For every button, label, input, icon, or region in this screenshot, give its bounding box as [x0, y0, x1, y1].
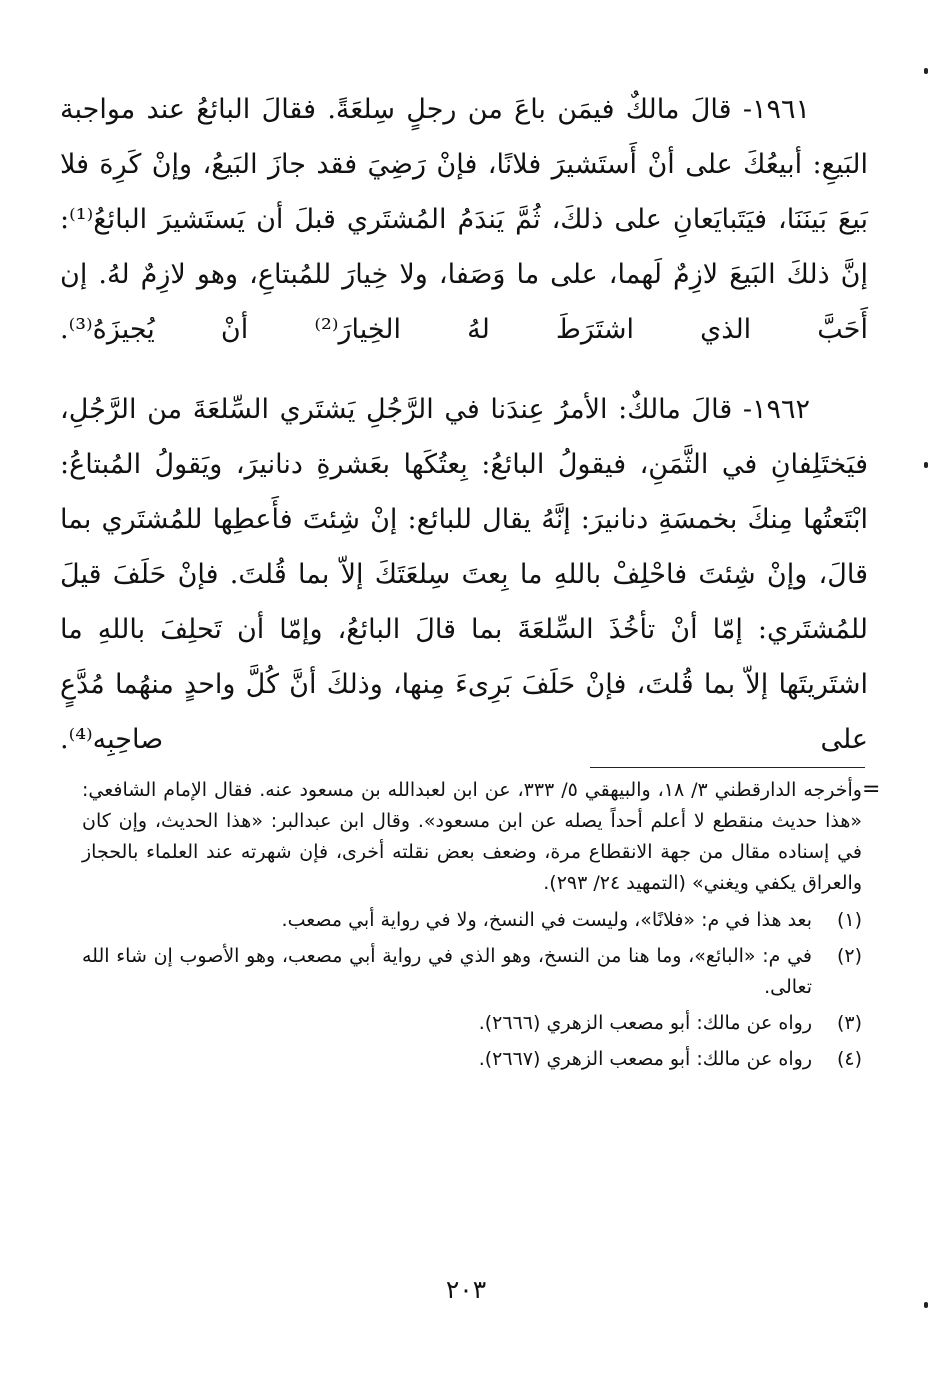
paragraph-text: ١٩٦٢- قالَ مالكٌ: الأمرُ عِندَنا في الرَّجُلِ يَشتَري السِّلعَةَ من الرَّجُلِ، فيَختَلِفانِ في الثَّمَنِ، فيقولُ البائعُ: بِعتُكَها بعَشرةِ دنانيرَ، ويَقولُ المُبتاعُ: ابْتَعتُها مِنكَ بخمسَةِ دنانيرَ: إنَّهُ يقال للبائع: إنْ شِئتَ فأَعطِها للمُشتَري بما قالَ، وإنْ شِئتَ فاحْلِفْ باللهِ ما بِعتَ سِلعَتَكَ إلاّ بما قُلتَ. فإنْ حَلَفَ قيلَ للمُشتَري: إمّا أنْ تأخُذَ السِّلعَةَ بما قالَ البائعُ، وإمّا أن تَحلِفَ باللهِ ما اشتَريتَها إلاّ بما قُلتَ، فإنْ حَلَفَ بَرِىءَ مِنها، وذلكَ أنَّ كُلَّ واحدٍ منهُما مُدَّعٍ على صاحِبِه⁽⁴⁾.	[60, 394, 868, 755]
footnote-2	[82, 941, 862, 1003]
footnote-text: في م: «البائع»، وما هنا من النسخ، وهو الذي في رواية أبي مصعب، وهو الأصوب إن شاء الله تعالى.	[82, 945, 812, 998]
scan-speck	[924, 1302, 928, 1308]
footnote-text: رواه عن مالك: أبو مصعب الزهري (٢٦٦٦).	[478, 1012, 812, 1034]
footnote-continuation: وأخرجه الدارقطني ٣/ ١٨، والبيهقي ٥/ ٣٣٣، عن ابن لعبدالله بن مسعود عنه. فقال الإمام الشافعي: «هذا حديث منقطع لا أعلم أحداً يصله عن ابن مسعود». وقال ابن عبدالبر: «هذا الحديث، وإن كان في إسناده مقال من جهة الانقطاع مرة، وضعف بعض نقلته أخرى، فإن شهرته عند العلماء بالحجاز والعراق يكفي ويغني» (التمهيد ٢٤/ ٢٩٣).	[82, 779, 862, 894]
footnotes	[82, 775, 862, 1080]
footnote-text: رواه عن مالك: أبو مصعب الزهري (٢٦٦٧).	[478, 1048, 812, 1070]
footnote-4	[82, 1044, 862, 1075]
paragraph-text: ١٩٦١- قالَ مالكٌ فيمَن باعَ من رجلٍ سِلعَةً. فقالَ البائعُ عند مواجبة البَيعِ: أبيعُكَ على أنْ أَستَشيرَ فلانًا، فإنْ رَضِيَ فقد جازَ البَيعُ، وإنْ كَرِهَ فلا بَيعَ بَينَنَا، فيَتَبايَعانِ على ذلكَ، ثُمَّ يَندَمُ المُشتَري قبلَ أن يَستَشيرَ البائعُ⁽¹⁾: إنَّ ذلكَ البَيعَ لازِمٌ لَهما، على ما وَصَفا، ولا خِيارَ للمُبتاعِ، وهو لازِمٌ لهُ. إن أَحَبَّ الذي اشتَرَطَ لهُ الخِيارَ⁽²⁾ أنْ يُجيزَهُ⁽³⁾.	[60, 94, 869, 345]
paragraph-1962	[60, 382, 868, 822]
footnote-number: (٢)	[836, 945, 862, 967]
footnote-continuation-mark: =	[862, 777, 881, 802]
paragraph-1961	[60, 82, 868, 412]
footnote-number: (٣)	[836, 1012, 862, 1034]
page-number: ٢٠٣	[445, 1275, 487, 1304]
footnote-number: (٤)	[836, 1048, 862, 1070]
footnote-number: (١)	[836, 909, 862, 931]
footnote-text: بعد هذا في م: «فلانًا»، وليست في النسخ، ولا في رواية أبي مصعب.	[281, 909, 812, 931]
footnote-separator	[590, 767, 865, 768]
footnote-1	[82, 905, 862, 936]
scan-speck	[924, 462, 928, 468]
footnote-3	[82, 1008, 862, 1039]
scan-speck	[924, 68, 928, 74]
